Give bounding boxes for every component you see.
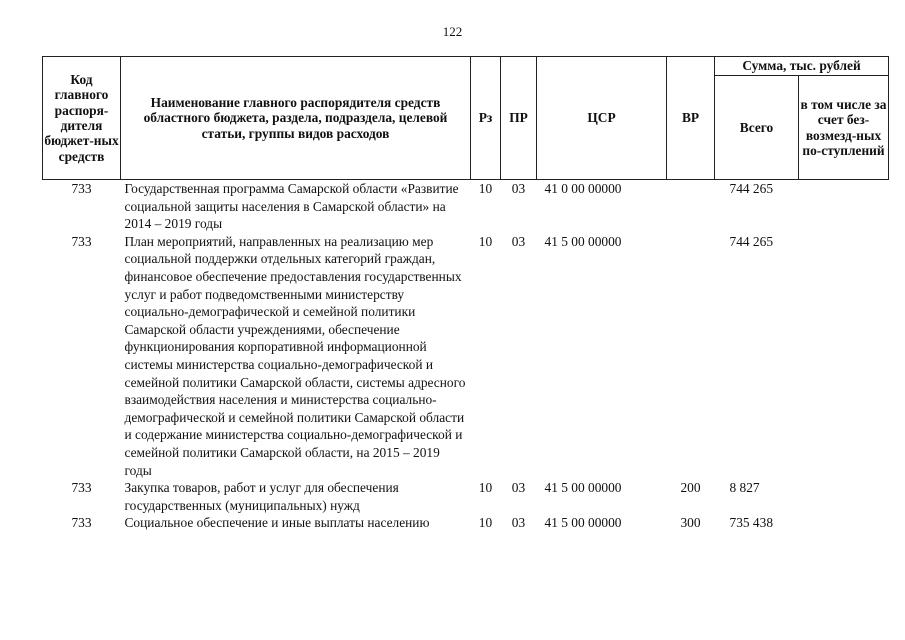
row-pr: 03 [501, 180, 537, 233]
row-name: Социальное обеспечение и иные выплаты населению [124, 515, 430, 531]
row-csr: 41 5 00 00000 [544, 515, 622, 531]
row-rz: 10 [471, 180, 501, 233]
row-vr: 300 [680, 515, 701, 531]
row-csr: 41 5 00 00000 [544, 480, 622, 496]
row-code: 733 [71, 480, 92, 496]
budget-table [42, 56, 889, 532]
row-vr: 200 [680, 480, 701, 496]
table-row [43, 514, 889, 532]
table-row [43, 180, 889, 233]
row-csr: 41 0 00 00000 [537, 180, 667, 233]
row-name: План мероприятий, направленных на реализацию мер социальной поддержки отдельных категорий граждан, финансовое обеспечение предоставления государственных услуг и работ подведомственными министерству социально-демографической и семейной политики Самарской области учреждениями, обеспечение функционирования корпоративной информационной системы министерства социально-демографической и семейной политики Самарской области, системы адресного взаимодействия населения и министерства социально-демографической и семейной политики Самарской области и содержание министерства социально-демографической и семейной политики Самарской области, на 2015 – 2019 годы [124, 233, 466, 478]
row-code: 733 [71, 515, 92, 531]
row-pr: 03 [511, 515, 526, 531]
row-rz: 10 [478, 480, 493, 496]
row-name: Закупка товаров, работ и услуг для обеспечения государственных (муниципальных) нужд [124, 480, 399, 513]
header-total: Всего [715, 76, 799, 180]
row-rz: 10 [478, 515, 493, 531]
row-pr: 03 [511, 480, 526, 496]
row-code: 733 [43, 180, 121, 233]
header-csr: ЦСР [537, 57, 667, 180]
row-free [799, 180, 889, 233]
header-rz: Рз [471, 57, 501, 180]
header-code: Код главного распоря-дителя бюджет-ных средств [43, 57, 121, 180]
row-free [799, 479, 889, 514]
row-code: 733 [71, 233, 92, 249]
row-total: 735 438 [729, 515, 774, 531]
header-free: в том числе за счет без-возмезд-ных по-ступлений [799, 76, 889, 180]
header-sum: Сумма, тыс. рублей [715, 57, 889, 76]
header-vr: ВР [667, 57, 715, 180]
header-name: Наименование главного распорядителя средств областного бюджета, раздела, подраздела, целевой статьи, группы видов расходов [121, 57, 471, 180]
table-row [43, 233, 889, 479]
row-rz: 10 [478, 233, 493, 249]
row-csr: 41 5 00 00000 [544, 233, 622, 249]
row-total: 744 265 [729, 233, 774, 249]
row-vr [667, 233, 715, 479]
row-pr: 03 [511, 233, 526, 249]
row-name: Государственная программа Самарской области «Развитие социальной защиты населения в Самарской области» на 2014 – 2019 годы [121, 180, 471, 233]
table-row [43, 479, 889, 514]
row-free [799, 514, 889, 532]
row-free [799, 233, 889, 479]
table-body [43, 180, 889, 532]
header-pr: ПР [501, 57, 537, 180]
table-header [43, 57, 889, 180]
row-total: 744 265 [715, 180, 799, 233]
row-total: 8 827 [729, 480, 760, 496]
row-vr [667, 180, 715, 233]
page-number: 122 [442, 24, 463, 39]
